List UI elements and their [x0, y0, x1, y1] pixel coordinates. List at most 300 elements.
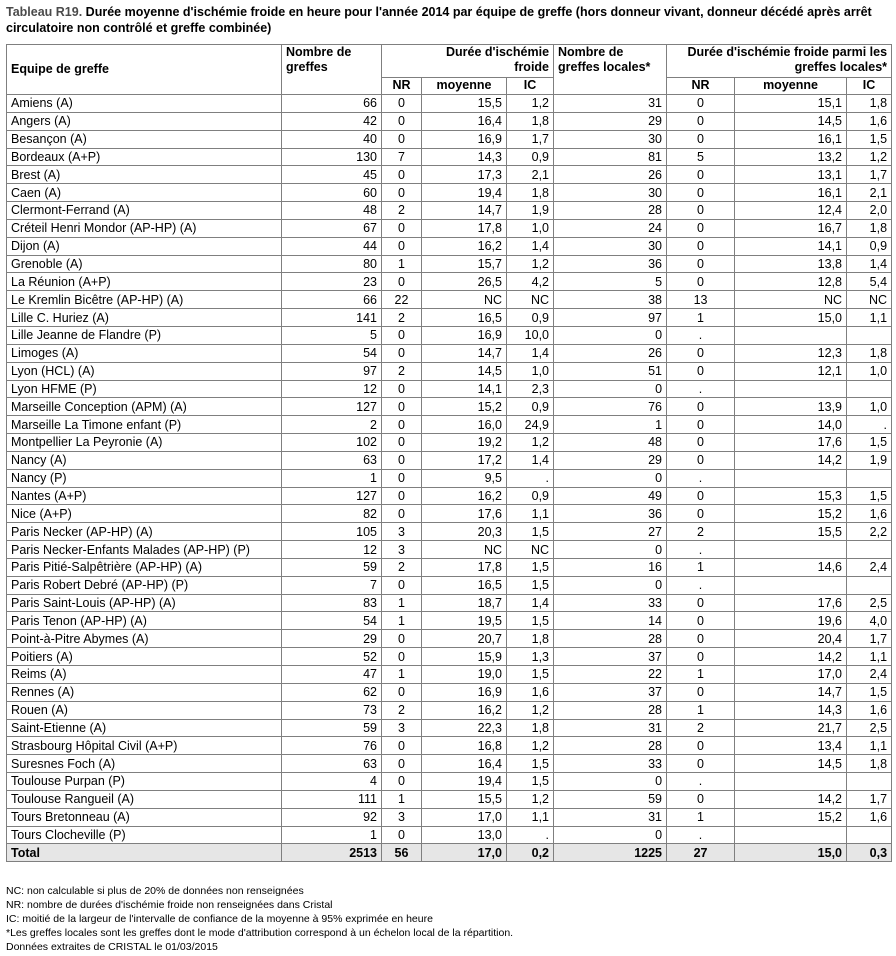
cell-grafts: 141 — [282, 309, 382, 327]
cell-team: Lyon (HCL) (A) — [7, 362, 282, 380]
cell-nr: 0 — [382, 130, 422, 148]
cell-local-grafts: 49 — [554, 487, 667, 505]
cell-nr-local: 27 — [667, 844, 735, 862]
cell-ic: 1,5 — [507, 612, 554, 630]
cell-grafts: 5 — [282, 326, 382, 344]
cell-local-grafts: 0 — [554, 826, 667, 844]
cell-nr-local: . — [667, 576, 735, 594]
cell-ic: 1,4 — [507, 344, 554, 362]
cell-ic-local: 2,2 — [847, 523, 892, 541]
cell-mean-local — [735, 576, 847, 594]
cell-nr-local: . — [667, 380, 735, 398]
footnote: *Les greffes locales sont les greffes dont le mode d'attribution correspond à un échelon local de la répartition. — [6, 927, 514, 939]
cell-ic-local: 1,0 — [847, 398, 892, 416]
table-row — [7, 576, 892, 594]
cell-team: Angers (A) — [7, 112, 282, 130]
cell-mean-local: 12,4 — [735, 202, 847, 220]
cell-nr: 0 — [382, 826, 422, 844]
cell-grafts: 1 — [282, 469, 382, 487]
cell-ic-local: 1,1 — [847, 309, 892, 327]
cell-mean-local: 14,3 — [735, 701, 847, 719]
cell-nr-local: 0 — [667, 612, 735, 630]
cell-local-grafts: 33 — [554, 594, 667, 612]
cell-nr-local: . — [667, 773, 735, 791]
cell-ic-local: 1,8 — [847, 755, 892, 773]
cell-ic: 0,2 — [507, 844, 554, 862]
cell-mean: 16,2 — [422, 487, 507, 505]
cell-ic: NC — [507, 291, 554, 309]
cell-ic: 1,8 — [507, 630, 554, 648]
table-row — [7, 237, 892, 255]
cell-local-grafts: 22 — [554, 666, 667, 684]
cell-nr-local: . — [667, 326, 735, 344]
cell-ic-local: 1,7 — [847, 790, 892, 808]
cell-nr-local: 1 — [667, 558, 735, 576]
cell-grafts: 59 — [282, 558, 382, 576]
table-row — [7, 469, 892, 487]
cell-nr-local: 2 — [667, 719, 735, 737]
cell-mean-local: 17,6 — [735, 434, 847, 452]
cell-mean-local: 17,0 — [735, 666, 847, 684]
cell-local-grafts: 0 — [554, 576, 667, 594]
cell-nr: 0 — [382, 344, 422, 362]
cell-nr-local: 0 — [667, 398, 735, 416]
cell-ic-local: 5,4 — [847, 273, 892, 291]
cell-mean: 14,3 — [422, 148, 507, 166]
cell-local-grafts: 48 — [554, 434, 667, 452]
cell-mean: 16,9 — [422, 130, 507, 148]
cell-mean: 17,2 — [422, 451, 507, 469]
cell-team: Lyon HFME (P) — [7, 380, 282, 398]
cell-mean-local: 15,5 — [735, 523, 847, 541]
cell-grafts: 62 — [282, 683, 382, 701]
cell-ic: 0,9 — [507, 398, 554, 416]
cell-grafts: 54 — [282, 344, 382, 362]
cell-nr-local: 0 — [667, 737, 735, 755]
cell-ic-local: 2,4 — [847, 558, 892, 576]
cell-local-grafts: 28 — [554, 202, 667, 220]
cell-nr-local: 0 — [667, 255, 735, 273]
cell-nr: 0 — [382, 755, 422, 773]
cell-nr-local: 0 — [667, 434, 735, 452]
table-row — [7, 416, 892, 434]
cell-ic-local: 4,0 — [847, 612, 892, 630]
cell-ic-local: 1,1 — [847, 737, 892, 755]
cell-mean: 9,5 — [422, 469, 507, 487]
cell-mean-local: 16,1 — [735, 130, 847, 148]
table-row — [7, 291, 892, 309]
cell-nr: 1 — [382, 612, 422, 630]
footnote: NR: nombre de durées d'ischémie froide non renseignées dans Cristal — [6, 899, 333, 911]
cell-local-grafts: 28 — [554, 737, 667, 755]
footnotes — [6, 884, 886, 954]
cell-mean-local: 14,0 — [735, 416, 847, 434]
cell-nr-local: 0 — [667, 344, 735, 362]
cell-ic: 1,4 — [507, 594, 554, 612]
header-grafts: Nombre de greffes — [282, 45, 382, 95]
cell-nr: 0 — [382, 487, 422, 505]
cell-team: Toulouse Rangueil (A) — [7, 790, 282, 808]
cell-ic: 2,1 — [507, 166, 554, 184]
cell-ic-local: 1,8 — [847, 344, 892, 362]
cell-team: Le Kremlin Bicêtre (AP-HP) (A) — [7, 291, 282, 309]
cell-mean: 17,3 — [422, 166, 507, 184]
cell-team: Créteil Henri Mondor (AP-HP) (A) — [7, 219, 282, 237]
header-cit-local-group: Durée d'ischémie froide parmi les greffes locales* — [667, 45, 892, 78]
cell-nr: 1 — [382, 255, 422, 273]
cell-mean-local: 15,3 — [735, 487, 847, 505]
cell-grafts: 105 — [282, 523, 382, 541]
cell-local-grafts: 0 — [554, 469, 667, 487]
cell-grafts: 80 — [282, 255, 382, 273]
cell-ic: 1,4 — [507, 237, 554, 255]
cell-nr: 0 — [382, 112, 422, 130]
cell-nr-local: 0 — [667, 95, 735, 113]
cell-local-grafts: 51 — [554, 362, 667, 380]
cell-grafts: 47 — [282, 666, 382, 684]
cell-nr: 0 — [382, 273, 422, 291]
cell-grafts: 92 — [282, 808, 382, 826]
header-ic-local: IC — [847, 78, 892, 95]
cell-local-grafts: 0 — [554, 326, 667, 344]
cell-grafts: 1 — [282, 826, 382, 844]
table-row — [7, 558, 892, 576]
table-row — [7, 451, 892, 469]
cell-local-grafts: 31 — [554, 95, 667, 113]
cell-grafts: 127 — [282, 487, 382, 505]
cell-team: Paris Pitié-Salpêtrière (AP-HP) (A) — [7, 558, 282, 576]
total-row — [7, 844, 892, 862]
cell-nr-local: 0 — [667, 130, 735, 148]
cell-grafts: 63 — [282, 451, 382, 469]
cell-team: Marseille Conception (APM) (A) — [7, 398, 282, 416]
cell-ic-local: 1,8 — [847, 95, 892, 113]
cell-mean-local: 14,2 — [735, 790, 847, 808]
cell-nr-local: 0 — [667, 683, 735, 701]
cell-grafts: 12 — [282, 541, 382, 559]
cell-ic-local: 2,1 — [847, 184, 892, 202]
cell-ic: 1,1 — [507, 505, 554, 523]
table-row — [7, 666, 892, 684]
cell-nr: 0 — [382, 648, 422, 666]
cell-nr-local: 0 — [667, 630, 735, 648]
cell-ic: 2,3 — [507, 380, 554, 398]
cell-ic-local: . — [847, 416, 892, 434]
cell-team: Reims (A) — [7, 666, 282, 684]
cell-grafts: 73 — [282, 701, 382, 719]
cell-team: Total — [7, 844, 282, 862]
cell-mean-local: 13,1 — [735, 166, 847, 184]
footnote: NC: non calculable si plus de 20% de données non renseignées — [6, 885, 304, 897]
cell-ic-local: 0,9 — [847, 237, 892, 255]
cell-nr-local: 1 — [667, 666, 735, 684]
table-row — [7, 398, 892, 416]
cell-mean: 14,7 — [422, 202, 507, 220]
cell-local-grafts: 27 — [554, 523, 667, 541]
table-row — [7, 219, 892, 237]
cell-mean-local: 13,9 — [735, 398, 847, 416]
cell-local-grafts: 30 — [554, 184, 667, 202]
table-row — [7, 630, 892, 648]
cell-ic: 1,2 — [507, 434, 554, 452]
cell-nr: 0 — [382, 416, 422, 434]
cell-grafts: 4 — [282, 773, 382, 791]
cell-ic: 1,7 — [507, 130, 554, 148]
cell-ic: . — [507, 826, 554, 844]
cell-ic: 1,8 — [507, 719, 554, 737]
cell-nr: 0 — [382, 237, 422, 255]
cell-nr: 0 — [382, 398, 422, 416]
cell-mean-local: 15,2 — [735, 505, 847, 523]
table-row — [7, 148, 892, 166]
table-row — [7, 487, 892, 505]
table-body — [7, 95, 892, 862]
table-row — [7, 648, 892, 666]
table-row — [7, 434, 892, 452]
cell-ic: 1,2 — [507, 790, 554, 808]
cell-team: Nice (A+P) — [7, 505, 282, 523]
cell-nr-local: 1 — [667, 309, 735, 327]
cell-ic: 1,5 — [507, 558, 554, 576]
cell-mean-local: 16,1 — [735, 184, 847, 202]
cell-team: Lille Jeanne de Flandre (P) — [7, 326, 282, 344]
cell-nr: 3 — [382, 808, 422, 826]
cell-nr-local: 0 — [667, 202, 735, 220]
cell-team: Marseille La Timone enfant (P) — [7, 416, 282, 434]
cell-mean: 16,4 — [422, 755, 507, 773]
cell-mean: 17,6 — [422, 505, 507, 523]
cell-mean: 17,8 — [422, 219, 507, 237]
cell-ic-local: 1,6 — [847, 505, 892, 523]
cell-nr: 0 — [382, 95, 422, 113]
cell-mean: NC — [422, 291, 507, 309]
cell-mean: 14,7 — [422, 344, 507, 362]
cell-local-grafts: 28 — [554, 630, 667, 648]
header-mean-local: moyenne — [735, 78, 847, 95]
cell-team: Clermont-Ferrand (A) — [7, 202, 282, 220]
cell-grafts: 111 — [282, 790, 382, 808]
cell-ic: 1,2 — [507, 737, 554, 755]
header-row-main — [7, 45, 892, 78]
cell-team: Toulouse Purpan (P) — [7, 773, 282, 791]
cell-grafts: 66 — [282, 291, 382, 309]
cell-mean: 15,9 — [422, 648, 507, 666]
cell-ic-local: 1,5 — [847, 487, 892, 505]
cell-nr: 1 — [382, 594, 422, 612]
cell-nr: 2 — [382, 202, 422, 220]
cell-mean: 15,2 — [422, 398, 507, 416]
cell-ic-local: 1,4 — [847, 255, 892, 273]
cell-mean: 15,5 — [422, 95, 507, 113]
cell-ic: 0,9 — [507, 487, 554, 505]
cell-local-grafts: 31 — [554, 808, 667, 826]
table-row — [7, 755, 892, 773]
table-row — [7, 701, 892, 719]
cell-team: Grenoble (A) — [7, 255, 282, 273]
cell-grafts: 63 — [282, 755, 382, 773]
cell-local-grafts: 33 — [554, 755, 667, 773]
cell-grafts: 7 — [282, 576, 382, 594]
cell-ic: 0,9 — [507, 309, 554, 327]
cell-mean: 14,5 — [422, 362, 507, 380]
cell-local-grafts: 81 — [554, 148, 667, 166]
table-row — [7, 95, 892, 113]
table-row — [7, 505, 892, 523]
cell-grafts: 97 — [282, 362, 382, 380]
table-row — [7, 594, 892, 612]
cell-grafts: 60 — [282, 184, 382, 202]
cell-team: Tours Clocheville (P) — [7, 826, 282, 844]
cell-grafts: 44 — [282, 237, 382, 255]
cell-ic: 1,2 — [507, 255, 554, 273]
cell-team: Limoges (A) — [7, 344, 282, 362]
cell-nr: 3 — [382, 523, 422, 541]
cell-mean-local: 14,1 — [735, 237, 847, 255]
cell-ic-local: 1,8 — [847, 219, 892, 237]
cell-mean-local: 12,1 — [735, 362, 847, 380]
cell-ic-local: 1,1 — [847, 648, 892, 666]
cell-ic-local: 1,2 — [847, 148, 892, 166]
cell-mean-local: 15,0 — [735, 844, 847, 862]
cell-mean: 19,4 — [422, 773, 507, 791]
cell-grafts: 83 — [282, 594, 382, 612]
cell-ic-local: 1,7 — [847, 166, 892, 184]
cell-ic: 24,9 — [507, 416, 554, 434]
cell-mean-local: 13,2 — [735, 148, 847, 166]
cell-team: Brest (A) — [7, 166, 282, 184]
cell-mean: 16,5 — [422, 576, 507, 594]
cell-team: Saint-Etienne (A) — [7, 719, 282, 737]
cell-mean: 20,7 — [422, 630, 507, 648]
cell-team: Nancy (A) — [7, 451, 282, 469]
cell-mean-local: 14,2 — [735, 648, 847, 666]
cell-nr-local: 13 — [667, 291, 735, 309]
cell-local-grafts: 30 — [554, 237, 667, 255]
cell-ic-local: 1,5 — [847, 683, 892, 701]
cell-mean: 14,1 — [422, 380, 507, 398]
cell-team: Rennes (A) — [7, 683, 282, 701]
cell-nr: 1 — [382, 790, 422, 808]
cell-mean-local: 20,4 — [735, 630, 847, 648]
cell-mean-local — [735, 541, 847, 559]
cell-ic: 1,5 — [507, 755, 554, 773]
cell-nr-local: 0 — [667, 166, 735, 184]
cell-local-grafts: 37 — [554, 683, 667, 701]
cell-nr-local: 2 — [667, 523, 735, 541]
cell-nr-local: 0 — [667, 451, 735, 469]
cell-grafts: 42 — [282, 112, 382, 130]
cell-mean-local: NC — [735, 291, 847, 309]
header-nr-local: NR — [667, 78, 735, 95]
cell-mean-local: 16,7 — [735, 219, 847, 237]
cell-mean-local: 12,3 — [735, 344, 847, 362]
cell-mean-local: 15,1 — [735, 95, 847, 113]
table-row — [7, 719, 892, 737]
cell-ic: 1,4 — [507, 451, 554, 469]
cell-ic: 1,5 — [507, 773, 554, 791]
cell-local-grafts: 5 — [554, 273, 667, 291]
cell-grafts: 76 — [282, 737, 382, 755]
cell-mean: 19,5 — [422, 612, 507, 630]
cell-ic-local: 0,3 — [847, 844, 892, 862]
cell-mean-local — [735, 326, 847, 344]
table-row — [7, 773, 892, 791]
cell-team: Besançon (A) — [7, 130, 282, 148]
table-row — [7, 309, 892, 327]
cell-ic-local — [847, 826, 892, 844]
cell-mean-local — [735, 380, 847, 398]
cell-team: Lille C. Huriez (A) — [7, 309, 282, 327]
cell-grafts: 48 — [282, 202, 382, 220]
cell-mean: 16,0 — [422, 416, 507, 434]
cell-ic: 1,8 — [507, 112, 554, 130]
cell-local-grafts: 26 — [554, 344, 667, 362]
cell-ic-local: 1,5 — [847, 434, 892, 452]
cell-mean: 16,5 — [422, 309, 507, 327]
cell-team: Poitiers (A) — [7, 648, 282, 666]
table-row — [7, 255, 892, 273]
cell-mean-local: 21,7 — [735, 719, 847, 737]
cell-mean: 15,7 — [422, 255, 507, 273]
cell-ic: . — [507, 469, 554, 487]
cell-ic: 0,9 — [507, 148, 554, 166]
table-caption: Durée moyenne d'ischémie froide en heure pour l'année 2014 par équipe de greffe (hors donneur vivant, donneur décédé après arrêt circulatoire non contrôlé et greffe combinée) — [6, 5, 872, 35]
cell-mean-local: 14,5 — [735, 112, 847, 130]
table-row — [7, 130, 892, 148]
cell-team: La Réunion (A+P) — [7, 273, 282, 291]
cell-nr-local: 0 — [667, 362, 735, 380]
cell-ic-local — [847, 541, 892, 559]
cell-grafts: 130 — [282, 148, 382, 166]
cell-mean-local: 14,5 — [735, 755, 847, 773]
cell-nr: 56 — [382, 844, 422, 862]
cell-grafts: 54 — [282, 612, 382, 630]
cell-ic-local — [847, 469, 892, 487]
cell-team: Rouen (A) — [7, 701, 282, 719]
cell-mean: 15,5 — [422, 790, 507, 808]
cell-ic: 1,8 — [507, 184, 554, 202]
cell-local-grafts: 24 — [554, 219, 667, 237]
cell-mean-local: 15,0 — [735, 309, 847, 327]
cell-ic: 1,3 — [507, 648, 554, 666]
cell-team: Nantes (A+P) — [7, 487, 282, 505]
cell-nr-local: 0 — [667, 755, 735, 773]
cell-local-grafts: 29 — [554, 112, 667, 130]
cell-nr: 0 — [382, 683, 422, 701]
cell-grafts: 102 — [282, 434, 382, 452]
cell-mean: 19,2 — [422, 434, 507, 452]
cold-ischemia-table — [6, 44, 892, 862]
cell-team: Dijon (A) — [7, 237, 282, 255]
cell-team: Strasbourg Hôpital Civil (A+P) — [7, 737, 282, 755]
cell-ic: 10,0 — [507, 326, 554, 344]
cell-mean-local: 14,2 — [735, 451, 847, 469]
cell-mean: 26,5 — [422, 273, 507, 291]
cell-nr: 0 — [382, 505, 422, 523]
cell-local-grafts: 76 — [554, 398, 667, 416]
cell-mean-local: 15,2 — [735, 808, 847, 826]
cell-nr-local: 0 — [667, 487, 735, 505]
cell-team: Paris Saint-Louis (AP-HP) (A) — [7, 594, 282, 612]
cell-local-grafts: 37 — [554, 648, 667, 666]
cell-nr: 0 — [382, 451, 422, 469]
cell-nr: 2 — [382, 701, 422, 719]
cell-nr: 0 — [382, 576, 422, 594]
cell-team: Bordeaux (A+P) — [7, 148, 282, 166]
cell-mean: 16,2 — [422, 237, 507, 255]
cell-grafts: 127 — [282, 398, 382, 416]
cell-ic: 1,5 — [507, 576, 554, 594]
